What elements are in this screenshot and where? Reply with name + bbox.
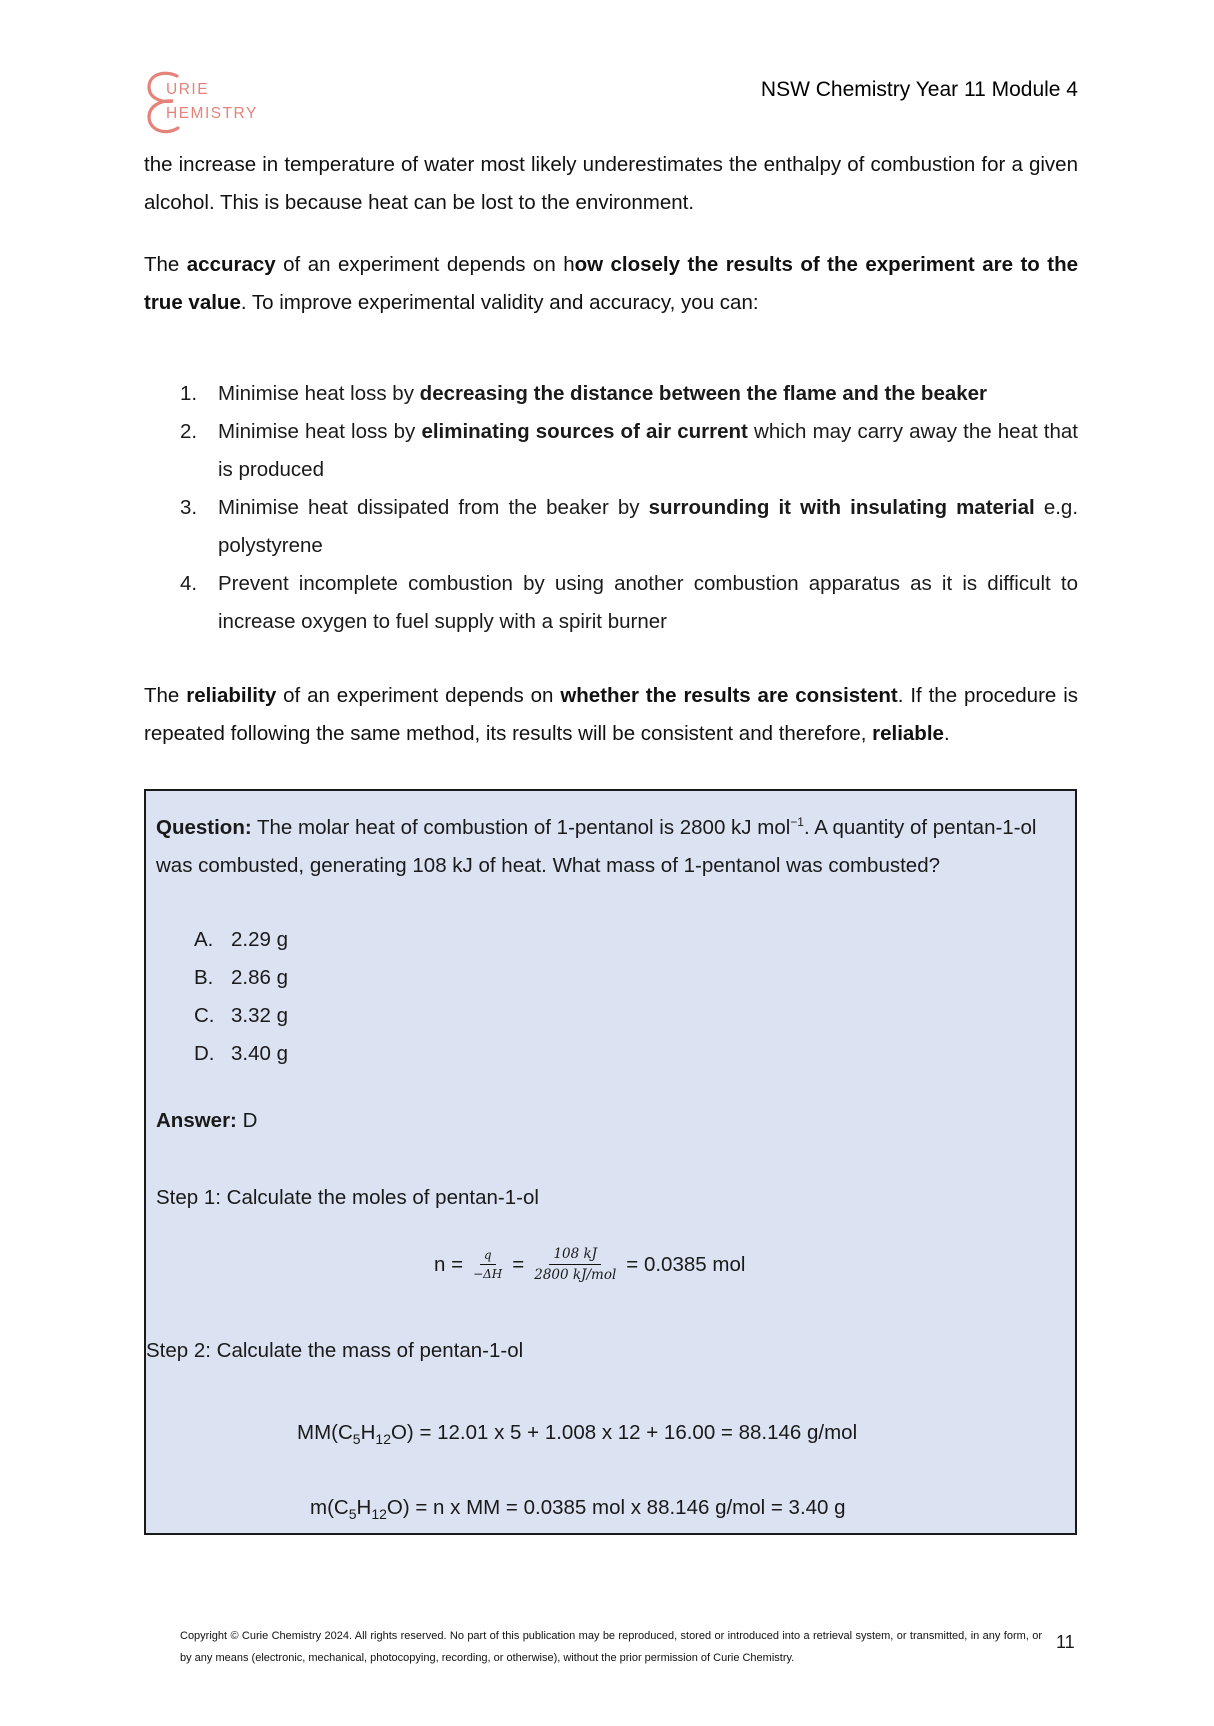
list-item: 3. Minimise heat dissipated from the beaker by surrounding it with insulating material e.g. polystyrene: [180, 496, 1079, 557]
fraction-values: $\frac{108 kJ}{\text{2800 kJ/mol}}$: [534, 1246, 617, 1283]
answer: Answer: D: [156, 1109, 258, 1132]
question-box: [144, 789, 1077, 1535]
accuracy-paragraph: The accuracy of an experiment depends on how closely the results of the experiment are to the true value. To improve experimental validity and accuracy, you can:: [144, 253, 1078, 314]
molar-mass-equation: $MM(C_5H_{12}O) = 12.01$ x 5 + 1.008 x 12 + 16.00 = 88.146 g/mol: [297, 1421, 858, 1448]
curie-chemistry-logo-icon: [145, 70, 185, 136]
brand-line1: URIE: [166, 81, 210, 98]
fraction-q-over-dh: $\frac{q}{-\Delta H}$: [473, 1248, 503, 1281]
list-item: 2. Minimise heat loss by eliminating sources of air current which may carry away the heat that is produced: [180, 420, 1078, 481]
option-d: D. 3.40 g: [194, 1042, 288, 1065]
option-b: B. 2.86 g: [194, 966, 288, 989]
page-header-title: NSW Chemistry Year 11 Module 4: [760, 78, 1078, 101]
answer-options: [194, 921, 288, 1073]
intro-paragraph: the increase in temperature of water most likely underestimates the enthalpy of combustion for a given alcohol. This is because heat can be lost to the environment.: [144, 153, 1078, 214]
option-c: C. 3.32 g: [194, 1004, 288, 1027]
brand-line2: HEMISTRY: [166, 105, 258, 122]
list-item: 1. Minimise heat loss by decreasing the distance between the flame and the beaker: [180, 382, 988, 405]
reliability-paragraph: The reliability of an experiment depends on whether the results are consistent. If the procedure is repeated following the same method, its results will be consistent and therefore, reliable.: [144, 684, 1078, 745]
step-1-heading: Step 1: Calculate the moles of pentan-1-ol: [156, 1186, 539, 1209]
question-text: Question: The molar heat of combustion of 1-pentanol is 2800 kJ mol$^{-1}$. A quantity of pentan-1-ol was combusted, generating 108 kJ of heat. What mass of 1-pentanol was combusted?: [156, 815, 1037, 877]
copyright-footer: Copyright © Curie Chemistry 2024. All rights reserved. No part of this publication may be reproduced, stored or introduced into a retrieval system, or transmitted, in any form, or by any means (electronic, mechanical, photocopying, recording, or otherwise), without the prior permission of Curie Chemistry.: [180, 1630, 1042, 1664]
brand-logo: [145, 70, 305, 140]
moles-equation: n = $\frac{q}{-\Delta H}$ = $\frac{108 kJ}{\text{2800 kJ/mol}}$ = 0.0385 mol: [434, 1246, 746, 1283]
accuracy-steps-list: [180, 375, 1078, 641]
option-a: A. 2.29 g: [194, 928, 288, 951]
list-item: 4. Prevent incomplete combustion by using another combustion apparatus as it is difficult to increase oxygen to fuel supply with a spirit burner: [180, 572, 1078, 633]
step-2-heading: Step 2: Calculate the mass of pentan-1-ol: [146, 1339, 524, 1362]
page-number: 11: [1056, 1632, 1075, 1652]
mass-equation: $m(C_5H_{12}O) = n$ x MM = 0.0385 mol x 88.146 g/mol = 3.40 g: [310, 1496, 846, 1523]
